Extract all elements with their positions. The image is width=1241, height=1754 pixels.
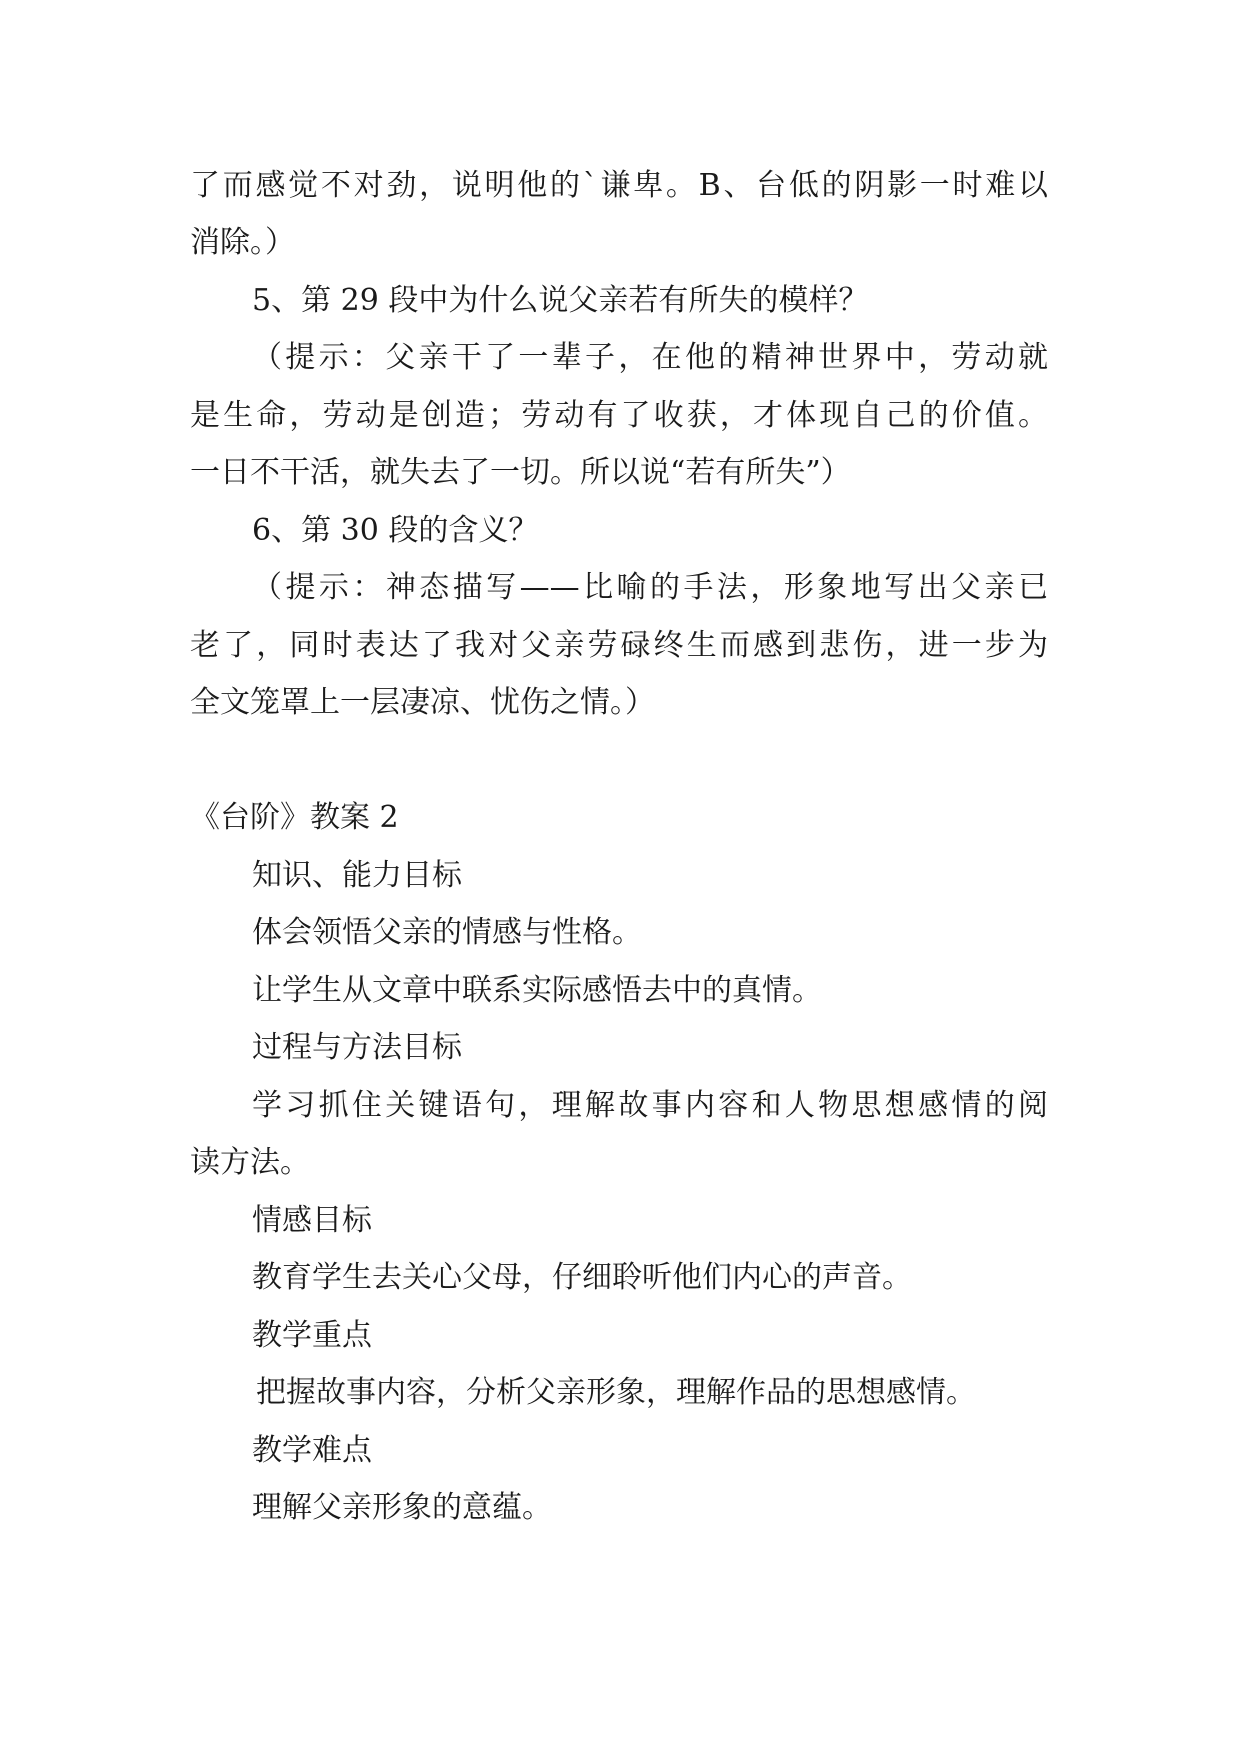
answer-5-line-3: 一日不干活，就失去了一切。所以说“若有所失”） <box>190 455 851 490</box>
lesson-plan-title: 《台阶》教案 2 <box>190 800 399 835</box>
answer-5-line-2: 是生命，劳动是创造；劳动有了收获，才体现自己的价值。 <box>190 398 1048 433</box>
knowledge-goals-heading: 知识、能力目标 <box>252 858 462 893</box>
teaching-key-point: 把握故事内容，分析父亲形象，理解作品的思想感情。 <box>256 1375 976 1410</box>
teaching-difficulty: 理解父亲形象的意蕴。 <box>252 1490 552 1525</box>
answer-5-line-1: （提示：父亲干了一辈子，在他的精神世界中，劳动就 <box>252 340 1048 375</box>
emotion-goals-heading: 情感目标 <box>252 1203 372 1238</box>
question-6: 6、第 30 段的含义？ <box>252 513 539 548</box>
process-goal-line-2: 读方法。 <box>190 1145 310 1180</box>
answer-b-line-1: 了而感觉不对劲，说明他的`谦卑。B、台低的阴影一时难以 <box>190 168 1048 203</box>
teaching-difficulty-heading: 教学难点 <box>252 1433 372 1468</box>
answer-b-line-2: 消除。） <box>190 225 295 260</box>
emotion-goal: 教育学生去关心父母，仔细聆听他们内心的声音。 <box>252 1260 912 1295</box>
answer-6-line-2: 老了，同时表达了我对父亲劳碌终生而感到悲伤，进一步为 <box>190 628 1048 663</box>
question-5: 5、第 29 段中为什么说父亲若有所失的模样？ <box>252 283 869 318</box>
process-goals-heading: 过程与方法目标 <box>252 1030 462 1065</box>
knowledge-goal-2: 让学生从文章中联系实际感悟去中的真情。 <box>252 973 822 1008</box>
process-goal-line-1: 学习抓住关键语句，理解故事内容和人物思想感情的阅 <box>252 1088 1048 1123</box>
knowledge-goal-1: 体会领悟父亲的情感与性格。 <box>252 915 642 950</box>
teaching-key-points-heading: 教学重点 <box>252 1318 372 1353</box>
answer-6-line-1: （提示：神态描写——比喻的手法，形象地写出父亲已 <box>252 570 1048 605</box>
answer-6-line-3: 全文笼罩上一层凄凉、忧伤之情。） <box>190 685 655 720</box>
